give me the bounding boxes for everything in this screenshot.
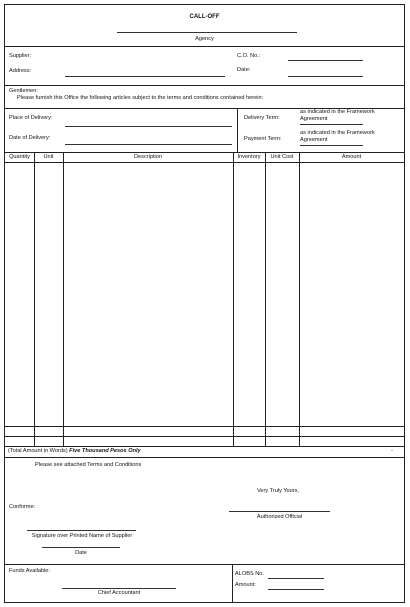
place-of-delivery-line[interactable] <box>65 126 232 127</box>
divider <box>237 108 238 152</box>
col-header-description: Description <box>134 154 162 160</box>
total-label: (Total Amount in Words) <box>8 448 68 454</box>
date-line[interactable] <box>288 76 363 77</box>
amount-label: Amount: <box>235 582 256 588</box>
divider <box>5 457 404 458</box>
payment-term-line <box>300 145 363 146</box>
agency-label: Agency <box>195 36 214 42</box>
terms-note: Please see attached Terms and Conditions <box>35 462 142 468</box>
col-header-amount: Amount <box>341 154 362 160</box>
place-of-delivery-label: Place of Delivery: <box>9 115 53 121</box>
total-in-words <box>8 448 141 455</box>
col-header-quantity: Quantity <box>9 154 30 160</box>
col-divider <box>299 152 300 446</box>
table-row[interactable] <box>5 426 404 427</box>
date-of-delivery-label: Date of Delivery: <box>9 135 51 141</box>
col-header-inventory: Inventory <box>237 154 261 160</box>
divider <box>5 85 404 86</box>
col-header-unit: Unit <box>43 154 54 160</box>
col-divider <box>34 152 35 446</box>
date-label: Date: <box>237 67 251 73</box>
date-signature-line[interactable] <box>42 547 120 548</box>
amount-line[interactable] <box>268 589 324 590</box>
divider <box>5 46 404 47</box>
call-off-form <box>4 4 405 603</box>
delivery-term-label: Delivery Term: <box>244 115 280 121</box>
chief-accountant-line[interactable] <box>62 588 176 589</box>
payment-term-label: Payment Term: <box>244 136 282 142</box>
address-label: Address: <box>9 68 32 74</box>
supplier-label: Supplier: <box>9 53 32 59</box>
alobs-no-line[interactable] <box>268 578 324 579</box>
col-divider <box>233 152 234 446</box>
delivery-term-value: as indicated in the Framework Agreement <box>300 109 375 122</box>
conforme-label: Conforme: <box>9 504 36 510</box>
total-words: Five Thousand Pesos Only <box>69 448 141 454</box>
authorized-official: Authorized Official <box>256 514 303 520</box>
address-line[interactable] <box>65 76 225 77</box>
col-header-unit-cost: Unit Cost <box>270 154 294 160</box>
date-caption: Date <box>75 550 87 556</box>
delivery-term-line <box>300 124 363 125</box>
closing: Very Truly Yours, <box>257 488 299 494</box>
divider <box>5 152 404 153</box>
divider <box>232 564 233 602</box>
chief-accountant: Chief Accountant <box>97 590 141 596</box>
request-text: Please furnish this Office the following articles subject to the terms and conditions contained herein: <box>17 95 264 101</box>
table-row[interactable] <box>5 446 404 447</box>
supplier-signature-line[interactable] <box>27 530 136 531</box>
co-no-line[interactable] <box>288 60 363 61</box>
date-of-delivery-line[interactable] <box>65 144 232 145</box>
form-title: CALL-OFF <box>189 14 220 20</box>
payment-term-value: as indicated in the Framework Agreement <box>300 130 375 143</box>
funds-available-label: Funds Available: <box>9 568 50 574</box>
total-dash: - <box>391 448 393 454</box>
co-no-label: C.O. No.: <box>237 53 261 59</box>
col-divider <box>265 152 266 446</box>
col-divider <box>63 152 64 446</box>
table-row[interactable] <box>5 436 404 437</box>
salutation: Gentlemen: <box>9 88 38 94</box>
official-signature-line[interactable] <box>229 511 330 512</box>
table-header-rule <box>5 162 404 163</box>
divider <box>5 564 404 565</box>
supplier-signature-caption: Signature over Printed Name of Supplier <box>31 533 133 539</box>
alobs-no-label: ALOBS No. <box>235 571 264 577</box>
agency-line <box>117 32 297 33</box>
